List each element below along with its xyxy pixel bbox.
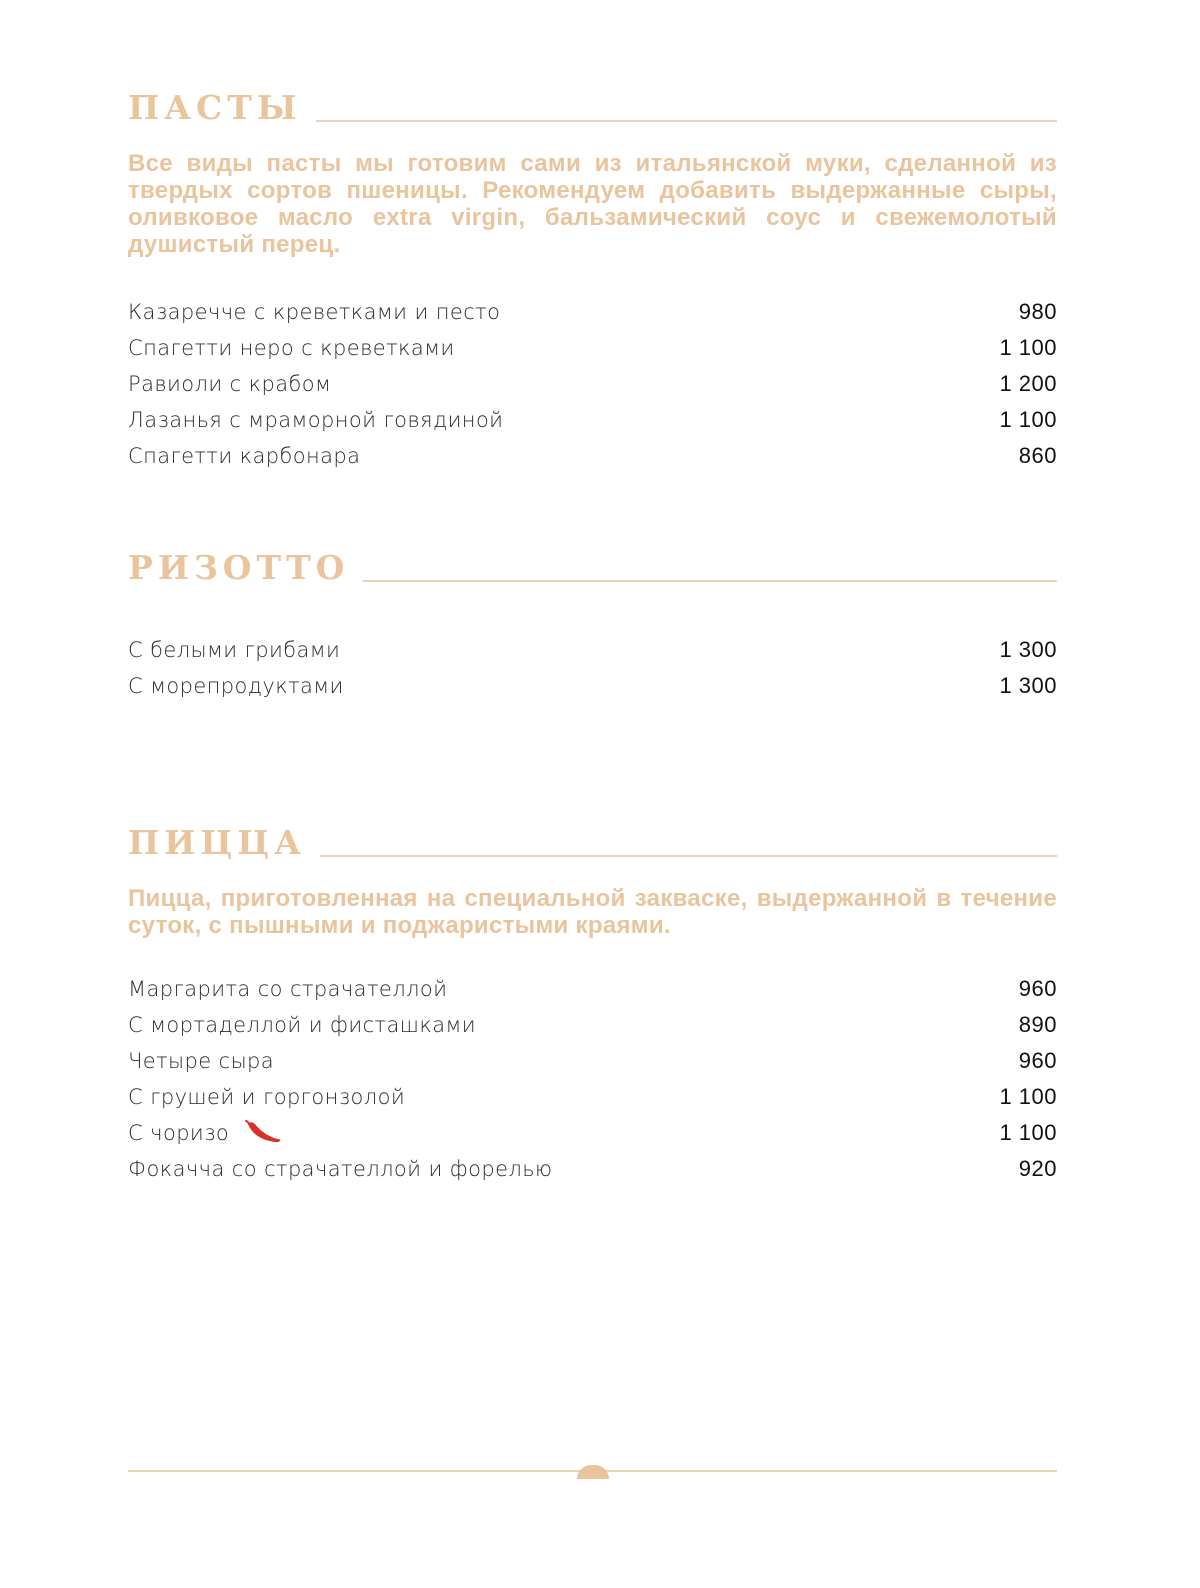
menu-item (128, 1079, 1057, 1115)
menu-list (128, 632, 1057, 704)
item-name-text: С чоризо (128, 1121, 230, 1145)
item-name: С грушей и горгонзолой (128, 1085, 406, 1109)
section-risotto (128, 548, 1057, 704)
item-name: Фокачча со страчателлой и форелью (128, 1157, 553, 1181)
section-divider (316, 120, 1057, 122)
menu-item (128, 330, 1057, 366)
item-price: 1 200 (999, 371, 1057, 396)
section-description: Пицца, приготовленная на специальной закваске, выдержанной в течение суток, с пышными и поджаристыми краями. (128, 885, 1057, 939)
item-name: С мортаделлой и фисташками (128, 1013, 476, 1037)
item-price: 1 100 (999, 1084, 1057, 1109)
menu-item (128, 668, 1057, 704)
item-price: 920 (1018, 1156, 1057, 1181)
item-name: Четыре сыра (128, 1049, 275, 1073)
menu-item (128, 971, 1057, 1007)
item-name: С морепродуктами (128, 674, 344, 698)
item-name: Казаречче с креветками и песто (128, 300, 501, 324)
section-header (128, 823, 1057, 863)
item-name: Маргарита со страчателлой (128, 977, 448, 1001)
item-price: 960 (1018, 976, 1057, 1001)
item-name: Спагетти неро с креветками (128, 336, 455, 360)
item-price: 960 (1018, 1048, 1057, 1073)
menu-item (128, 632, 1057, 668)
section-pasta (128, 88, 1057, 474)
item-price: 1 100 (999, 335, 1057, 360)
menu-item (128, 1007, 1057, 1043)
item-price: 1 300 (999, 673, 1057, 698)
chili-pepper-icon (245, 1120, 283, 1146)
item-price: 1 100 (999, 407, 1057, 432)
menu-list (128, 971, 1057, 1187)
item-name: Лазанья с мраморной говядиной (128, 408, 504, 432)
menu-item (128, 1043, 1057, 1079)
section-description: Все виды пасты мы готовим сами из итальянской муки, сделанной из твердых сортов пшеницы. Рекомендуем добавить выдержанные сыры, оливковое масло extra virgin, бальзамический соус и свежемолотый душистый перец. (128, 150, 1057, 258)
menu-item (128, 366, 1057, 402)
item-price: 980 (1018, 299, 1057, 324)
item-price: 1 100 (999, 1120, 1057, 1145)
section-divider (320, 855, 1057, 857)
page-number-badge (577, 1465, 609, 1479)
section-title: ПАСТЫ (128, 88, 302, 127)
menu-item (128, 1115, 1057, 1151)
menu-item (128, 1151, 1057, 1187)
page-footer (128, 1462, 1057, 1482)
section-title: ПИЦЦА (128, 823, 306, 862)
section-divider (363, 580, 1057, 582)
item-price: 1 300 (999, 637, 1057, 662)
section-pizza (128, 823, 1057, 1187)
menu-item (128, 402, 1057, 438)
item-name: Равиоли с крабом (128, 372, 332, 396)
section-header (128, 548, 1057, 588)
menu-item (128, 294, 1057, 330)
item-name: С белыми грибами (128, 638, 341, 662)
menu-item (128, 438, 1057, 474)
item-name: Спагетти карбонара (128, 444, 361, 468)
menu-list (128, 294, 1057, 474)
section-title: РИЗОТТО (128, 548, 350, 587)
section-header (128, 88, 1057, 128)
item-price: 890 (1018, 1012, 1057, 1037)
item-name-with-icon (128, 1120, 283, 1146)
item-price: 860 (1018, 443, 1057, 468)
